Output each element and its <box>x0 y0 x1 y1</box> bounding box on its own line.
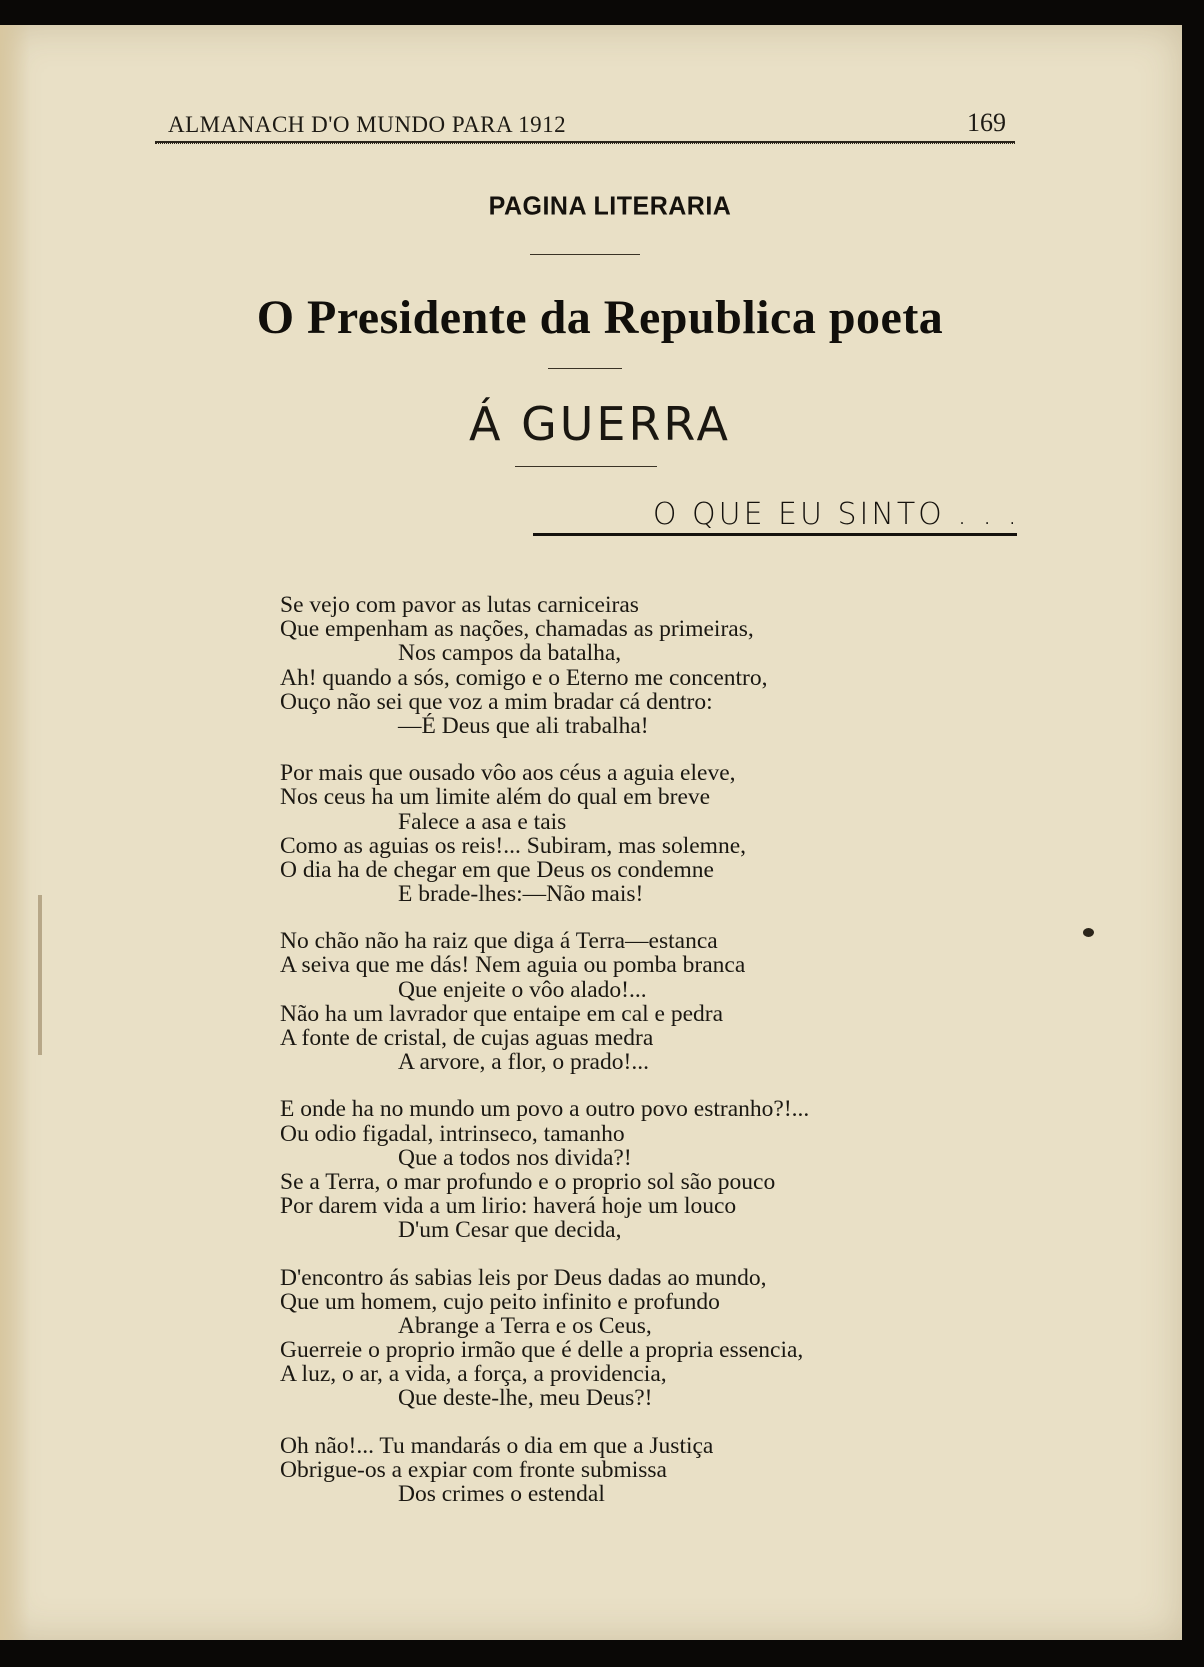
poem-body <box>280 593 980 1529</box>
poem-line: Se vejo com pavor as lutas carniceiras <box>280 592 639 618</box>
poem-line: A fonte de cristal, de cujas aguas medra <box>280 1025 654 1051</box>
divider-rule <box>515 466 657 467</box>
poem-line: E onde ha no mundo um povo a outro povo estranho?!... <box>280 1096 810 1123</box>
poem-line: A seiva que me dás! Nem aguia ou pomba branca <box>280 952 746 979</box>
running-header <box>162 108 1012 138</box>
section-title: PAGINA LITERARIA <box>488 191 732 221</box>
poem-line: Guerreie o proprio irmão que é delle a propria essencia, <box>280 1337 804 1364</box>
divider-rule <box>530 254 640 255</box>
stanza <box>280 593 980 738</box>
stanza <box>280 929 980 1074</box>
poem-line: Por darem vida a um lirio: haverá hoje um louco <box>280 1193 737 1220</box>
poem-line: Se a Terra, o mar profundo e o proprio sol são pouco <box>280 1168 776 1195</box>
poem-line: O dia ha de chegar em que Deus os condemne <box>280 856 714 883</box>
stanza <box>280 1266 980 1411</box>
poem-line: Obrigue-os a expiar com fronte submissa <box>280 1456 667 1483</box>
page-number: 169 <box>967 108 1006 137</box>
page-edge-shadow <box>0 25 30 1640</box>
header-rule <box>155 141 1015 144</box>
binding-thread <box>38 895 42 1055</box>
subtitle-underline <box>533 533 1017 536</box>
poem-line: Abrange a Terra e os Ceus, <box>398 1312 652 1339</box>
running-title: ALMANACH D'O MUNDO PARA 1912 <box>168 112 567 137</box>
stanza <box>280 761 980 906</box>
poem-line: A luz, o ar, a vida, a força, a providencia, <box>280 1361 667 1388</box>
ink-spot <box>1083 928 1094 937</box>
poem-line: D'encontro ás sabias leis por Deus dadas ao mundo, <box>280 1264 767 1291</box>
poem-line: D'um Cesar que decida, <box>398 1217 622 1244</box>
poem-line: Oh não!... Tu mandarás o dia em que a Justiça <box>280 1432 714 1459</box>
poem-subtitle: O QUE EU SINTO . . . <box>652 497 1020 532</box>
poem-line: A arvore, a flor, o prado!... <box>398 1049 649 1076</box>
poem-line: Que empenham as nações, chamadas as primeiras, <box>280 616 754 643</box>
poem-line: Que um homem, cujo peito infinito e profundo <box>280 1288 720 1315</box>
divider-rule <box>548 368 622 369</box>
poem-line: Ah! quando a sós, comigo e o Eterno me concentro, <box>280 664 768 691</box>
poem-line: Nos campos da batalha, <box>398 640 622 667</box>
poem-line: —É Deus que ali trabalha! <box>398 712 649 739</box>
poem-line: Dos crimes o estendal <box>398 1481 605 1507</box>
poem-line: Ou odio figadal, intrinseco, tamanho <box>280 1120 625 1147</box>
poem-line: Nos ceus ha um limite além do qual em breve <box>280 784 711 811</box>
poem-line: Que enjeite o vôo alado!... <box>398 976 647 1003</box>
poem-line: Que a todos nos divida?! <box>398 1144 632 1171</box>
article-title: O Presidente da Republica poeta <box>256 291 944 344</box>
poem-title: Á GUERRA <box>469 397 731 451</box>
poem-line: Por mais que ousado vôo aos céus a aguia eleve, <box>280 760 736 787</box>
poem-line: Falece a asa e tais <box>398 808 567 835</box>
poem-line: E brade-lhes:—Não mais! <box>398 881 644 908</box>
poem-line: No chão não ha raiz que diga á Terra—estanca <box>280 928 718 955</box>
poem-line: Que deste-lhe, meu Deus?! <box>398 1385 653 1412</box>
poem-line: Como as aguias os reis!... Subiram, mas solemne, <box>280 832 747 859</box>
stanza <box>280 1434 980 1507</box>
poem-line: Não ha um lavrador que entaipe em cal e pedra <box>280 1000 724 1027</box>
poem-line: Ouço não sei que voz a mim bradar cá dentro: <box>280 688 713 715</box>
stanza <box>280 1097 980 1242</box>
